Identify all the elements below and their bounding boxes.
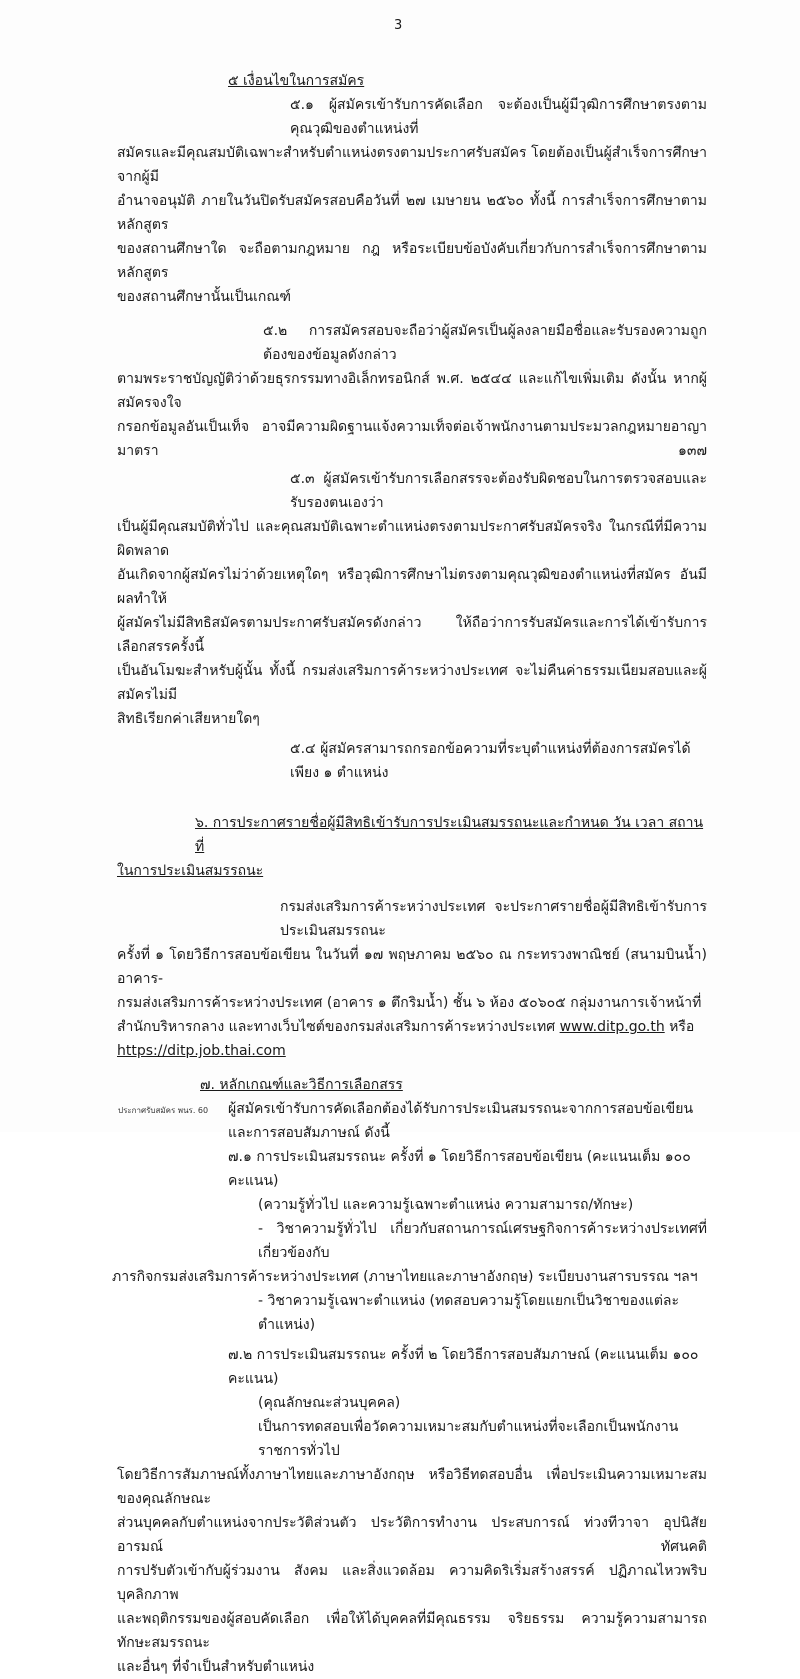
para-line: ๗.๑ การประเมินสมรรถนะ ครั้งที่ ๑ โดยวิธีการสอบข้อเขียน (คะแนนเต็ม ๑๐๐ คะแนน) <box>228 1149 691 1189</box>
para-text: สำนักบริหารกลาง และทางเว็บไซต์ของกรมส่งเสริมการค้าระหว่างประเทศ <box>117 1019 556 1035</box>
para-line: กรอกข้อมูลอันเป็นเท็จ อาจมีความผิดฐานแจ้งความเท็จต่อเจ้าพนักงานตามประมวลกฎหมายอาญา มาตรา ๑๓๗ <box>117 419 707 459</box>
para-line: สมัครและมีคุณสมบัติเฉพาะสำหรับตำแหน่งตรงตามประกาศรับสมัคร โดยต้องเป็นผู้สำเร็จการศึกษาจากผู้มี <box>117 145 707 185</box>
footer-note: ประกาศรับสมัคร พนร. 60 <box>118 1106 209 1115</box>
para-line: โดยวิธีการสัมภาษณ์ทั้งภาษาไทยและภาษาอังกฤษ หรือวิธีทดสอบอื่น เพื่อประเมินความเหมาะสมของคุณลักษณะ <box>117 1467 707 1507</box>
para-line: และพฤติกรรมของผู้สอบคัดเลือก เพื่อให้ได้บุคคลที่มีคุณธรรม จริยธรรม ความรู้ความสามารถ ทักษะสมรรถนะ <box>117 1611 707 1651</box>
document-body <box>112 69 707 1679</box>
page-number: 3 <box>394 18 403 33</box>
para-line: ผู้สมัครไม่มีสิทธิสมัครตามประกาศรับสมัครดังกล่าว ให้ถือว่าการรับสมัครและการได้เข้ารับการเลือกสรรครั้งนี้ <box>117 615 707 655</box>
para-line: เป็นการทดสอบเพื่อวัดความเหมาะสมกับตำแหน่งที่จะเลือกเป็นพนักงานราชการทั่วไป <box>258 1419 679 1459</box>
ditp-link[interactable]: www.ditp.go.th <box>559 1019 665 1035</box>
para-line: ของสถานศึกษานั้นเป็นเกณฑ์ <box>117 289 291 305</box>
para-line: ตามพระราชบัญญัติว่าด้วยธุรกรรมทางอิเล็กทรอนิกส์ พ.ศ. ๒๕๔๔ และแก้ไขเพิ่มเติม ดังนั้น หากผู้สมัครจงใจ <box>117 371 707 411</box>
para-line: และอื่นๆ ที่จำเป็นสำหรับตำแหน่ง <box>117 1659 315 1675</box>
para-line: ๕.๑ ผู้สมัครเข้ารับการคัดเลือก จะต้องเป็นผู้มีวุฒิการศึกษาตรงตามคุณวุฒิของตำแหน่งที่ <box>290 97 707 137</box>
para-line: ๕.๓ ผู้สมัครเข้ารับการเลือกสรรจะต้องรับผิดชอบในการตรวจสอบและรับรองตนเองว่า <box>290 471 707 511</box>
para-line: ๗.๒ การประเมินสมรรถนะ ครั้งที่ ๒ โดยวิธีการสอบสัมภาษณ์ (คะแนนเต็ม ๑๐๐ คะแนน) <box>228 1347 699 1387</box>
para-line: - วิชาความรู้ทั่วไป เกี่ยวกับสถานการณ์เศรษฐกิจการค้าระหว่างประเทศที่เกี่ยวข้องกับ <box>258 1221 707 1261</box>
para-line: ๕.๒ การสมัครสอบจะถือว่าผู้สมัครเป็นผู้ลงลายมือชื่อและรับรองความถูกต้องของข้อมูลดังกล่าว <box>263 323 707 363</box>
para-line <box>117 1015 707 1039</box>
para-line: - วิชาความรู้เฉพาะตำแหน่ง (ทดสอบความรู้โดยแยกเป็นวิชาของแต่ละตำแหน่ง) <box>258 1293 680 1333</box>
para-line: (คุณลักษณะส่วนบุคคล) <box>258 1395 401 1411</box>
section6-heading: ๖. การประกาศรายชื่อผู้มีสิทธิเข้ารับการประเมินสมรรถนะและกำหนด วัน เวลา สถานที่ <box>195 815 704 855</box>
para-line: ภารกิจกรมส่งเสริมการค้าระหว่างประเทศ (ภาษาไทยและภาษาอังกฤษ) ระเบียบงานสารบรรณ ฯลฯ <box>112 1269 698 1285</box>
para-line: ส่วนบุคคลกับตำแหน่งจากประวัติส่วนตัว ประวัติการทำงาน ประสบการณ์ ท่วงทีวาจา อุปนิสัย อารมณ์ ทัศนคติ <box>117 1515 707 1555</box>
para-line: ผู้สมัครเข้ารับการคัดเลือกต้องได้รับการประเมินสมรรถนะจากการสอบข้อเขียนและการสอบสัมภาษณ์ ดังนี้ <box>228 1101 694 1141</box>
para-line: การปรับตัวเข้ากับผู้ร่วมงาน สังคม และสิ่งแวดล้อม ความคิดริเริ่มสร้างสรรค์ ปฏิภาณไหวพริบ บุคลิกภาพ <box>117 1563 707 1603</box>
para-line: อันเกิดจากผู้สมัครไม่ว่าด้วยเหตุใดๆ หรือวุฒิการศึกษาไม่ตรงตามคุณวุฒิของตำแหน่งที่สมัคร อันมีผลทำให้ <box>117 567 707 607</box>
section5-heading: ๕ เงื่อนไขในการสมัคร <box>228 73 365 89</box>
ditp-job-link[interactable]: https://ditp.job.thai.com <box>117 1043 286 1059</box>
para-line: เป็นผู้มีคุณสมบัติทั่วไป และคุณสมบัติเฉพาะตำแหน่งตรงตามประกาศรับสมัครจริง ในกรณีที่มีความผิดพลาด <box>117 519 707 559</box>
para-line: กรมส่งเสริมการค้าระหว่างประเทศ จะประกาศรายชื่อผู้มีสิทธิเข้ารับการประเมินสมรรถนะ <box>280 899 707 939</box>
or-text: หรือ <box>669 1019 695 1035</box>
para-line: สิทธิเรียกค่าเสียหายใดๆ <box>117 711 260 727</box>
para-line: ครั้งที่ ๑ โดยวิธีการสอบข้อเขียน ในวันที่ ๑๗ พฤษภาคม ๒๕๖๐ ณ กระทรวงพาณิชย์ (สนามบินน้ำ) อาคาร- <box>117 947 707 987</box>
section7-heading: ๗. หลักเกณฑ์และวิธีการเลือกสรร <box>200 1077 403 1093</box>
para-line: เป็นอันโมฆะสำหรับผู้นั้น ทั้งนี้ กรมส่งเสริมการค้าระหว่างประเทศ จะไม่คืนค่าธรรมเนียมสอบและผู้สมัครไม่มี <box>117 663 707 703</box>
para-line: ๕.๔ ผู้สมัครสามารถกรอกข้อความที่ระบุตำแหน่งที่ต้องการสมัครได้เพียง ๑ ตำแหน่ง <box>290 741 691 781</box>
para-line: ของสถานศึกษาใด จะถือตามกฎหมาย กฎ หรือระเบียบข้อบังคับเกี่ยวกับการสำเร็จการศึกษาตามหลักสูตร <box>117 241 707 281</box>
para-line: (ความรู้ทั่วไป และความรู้เฉพาะตำแหน่ง ความสามารถ/ทักษะ) <box>258 1197 634 1213</box>
para-line: กรมส่งเสริมการค้าระหว่างประเทศ (อาคาร ๑ ตึกริมน้ำ) ชั้น ๖ ห้อง ๕๐๖๐๕ กลุ่มงานการเจ้าหน้าที่ <box>117 995 702 1011</box>
para-line: อำนาจอนุมัติ ภายในวันปิดรับสมัครสอบคือวันที่ ๒๗ เมษายน ๒๕๖๐ ทั้งนี้ การสำเร็จการศึกษาตามหลักสูตร <box>117 193 707 233</box>
section6-heading-cont: ในการประเมินสมรรถนะ <box>117 863 264 879</box>
